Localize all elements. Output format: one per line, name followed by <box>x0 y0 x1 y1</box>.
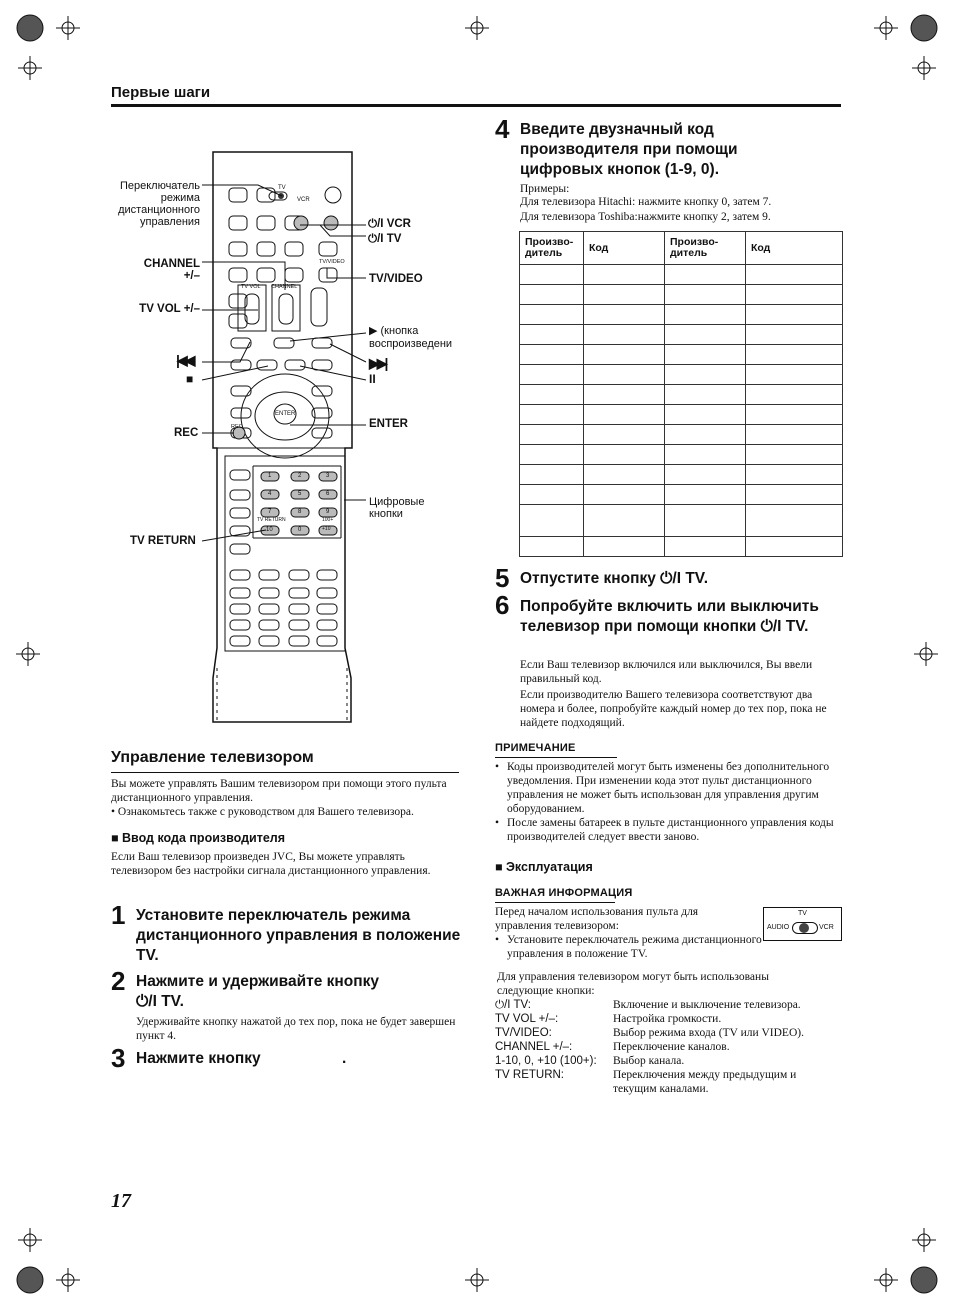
remote-btn-tv: TV <box>278 185 286 191</box>
remote-btn-rec: REC <box>231 424 243 430</box>
remote-btn-vcr: VCR <box>297 197 310 203</box>
digit-10: 10 <box>266 527 273 533</box>
remote-btn-plus10: +10 <box>322 526 331 532</box>
tvreturn-label: TV RETURN <box>130 535 196 547</box>
note-title: ПРИМЕЧАНИЕ <box>495 742 576 754</box>
step-1-text: Установите переключатель режима дистанционного управления в положение TV. <box>136 907 461 964</box>
switch-tv-label: TV <box>798 910 807 917</box>
example-2: Для телевизора Toshiba:нажмите кнопку 2, затем 9. <box>520 211 771 223</box>
step-4-text: Введите двузначный код производителя при помощи цифровых кнопок (1-9, 0). <box>520 121 738 178</box>
digit-6: 6 <box>326 491 330 497</box>
remote-btn-channel: CHANNEL <box>271 284 298 290</box>
note-1: Коды производителей могут быть изменены без дополнительного уведомления. При изменении кода этот пульт дистанционного управления не может быть использован для управления другим оборудованием. <box>507 761 830 815</box>
section-rule <box>111 772 459 773</box>
digit-2: 2 <box>298 473 302 479</box>
mode-switch-figure <box>763 907 842 941</box>
power-icon: ⏻/I <box>495 999 514 1011</box>
op-desc: Переключение каналов. <box>613 1041 730 1053</box>
square-bullet-icon: ■ <box>495 860 507 874</box>
digit-5: 5 <box>298 491 302 497</box>
table-row <box>520 265 843 285</box>
digit-7: 7 <box>268 509 272 515</box>
important-text: Перед началом использования пульта для управления телевизором: <box>495 906 699 932</box>
sub-text: Если Ваш телевизор произведен JVC, Вы можете управлять телевизором без настройки сигнала дистанционного управления. <box>111 851 431 877</box>
digit-9: 9 <box>326 509 330 515</box>
op-desc: Настройка громкости. <box>613 1013 722 1025</box>
section-title: Управление телевизором <box>111 749 314 766</box>
buttons-intro: Для управления телевизором могут быть использованы следующие кнопки: <box>497 971 769 997</box>
remote-btn-tvvideo: TV/VIDEO <box>319 259 345 265</box>
rec-label: REC <box>174 427 199 439</box>
note-2: После замены батареек в пульте дистанционного управления коды производителей следует ввести заново. <box>507 817 834 843</box>
sub-title: Ввод кода производителя <box>122 831 286 845</box>
remote-btn-100: 100+ <box>322 517 334 523</box>
channel-label: CHANNEL +/– <box>143 258 200 282</box>
next-skip-icon: ▶▶| <box>369 355 386 371</box>
table-row <box>520 465 843 485</box>
switch-vcr-label: VCR <box>819 924 834 931</box>
remote-btn-enter: ENTER <box>275 411 296 417</box>
ops-row <box>495 1054 835 1068</box>
op-key: 1-10, 0, +10 (100+): <box>495 1055 597 1067</box>
table-header-row <box>520 232 843 265</box>
remote-btn-tvvol: TV VOL <box>241 284 261 290</box>
remote-btn-tvreturn: TV RETURN <box>257 517 286 523</box>
table-row <box>520 325 843 345</box>
ops-row <box>495 1068 835 1096</box>
ops-row <box>495 998 835 1012</box>
table-row <box>520 385 843 405</box>
pause-icon: II <box>369 372 376 386</box>
op-desc: Включение и выключение телевизора. <box>613 999 801 1011</box>
table-header: Произво-дитель <box>520 232 584 265</box>
table-row <box>520 405 843 425</box>
digit-0: 0 <box>298 527 302 533</box>
operations-table <box>495 998 835 1096</box>
step-6-text2: кнопки <box>703 618 757 635</box>
step-3-text2: . <box>342 1050 347 1067</box>
table-row <box>520 345 843 365</box>
examples-title: Примеры: <box>520 183 570 195</box>
op-desc: Переключения между предыдущим и текущим каналами. <box>613 1069 797 1095</box>
table-row <box>520 285 843 305</box>
important-bullet: Установите переключатель режима дистанционного управления в положение TV. <box>507 934 762 960</box>
table-row <box>520 445 843 465</box>
intro-bullet: Ознакомьтесь также с руководством для Вашего телевизора. <box>117 806 414 818</box>
stop-icon: ■ <box>186 372 194 386</box>
switch-knob <box>799 923 809 933</box>
tvvol-label: TV VOL +/– <box>139 303 200 315</box>
note-rule <box>495 757 617 758</box>
important-rule <box>495 902 615 903</box>
play-icon: ▶ <box>369 325 381 337</box>
step-2-number: 2 <box>111 966 126 996</box>
step-6-number: 6 <box>495 590 510 620</box>
power-icon: ⏻/I <box>368 233 387 245</box>
step-1-number: 1 <box>111 900 126 930</box>
crop-circle <box>911 1267 937 1293</box>
op-desc: Выбор канала. <box>613 1055 685 1067</box>
table-row <box>520 425 843 445</box>
op-key: TV RETURN: <box>495 1069 564 1081</box>
play-label: (кнопка воспроизведени <box>369 325 453 350</box>
step-5-number: 5 <box>495 563 510 593</box>
tv-power-label: TV <box>386 233 402 245</box>
step-3-number: 3 <box>111 1043 126 1073</box>
bullet: • <box>495 761 500 773</box>
step-3-text: Нажмите кнопку <box>136 1050 261 1067</box>
step-6-para-2: Если производителю Вашего телевизора соответствуют два номера и более, попробуйте каждый номер до тех пор, пока не найдете подходящий. <box>520 689 827 729</box>
bullet: • <box>495 817 500 829</box>
table-row <box>520 505 843 537</box>
table-row <box>520 485 843 505</box>
digit-8: 8 <box>298 509 302 515</box>
step-2-text: Нажмите и удерживайте кнопку <box>136 973 379 990</box>
power-icon: ⏻/I <box>760 618 786 635</box>
op-key: CHANNEL +/–: <box>495 1041 573 1053</box>
page-number: 17 <box>111 1190 131 1212</box>
op-title: Эксплуатация <box>506 860 593 874</box>
table-row <box>520 537 843 557</box>
important-title: ВАЖНАЯ ИНФОРМАЦИЯ <box>495 887 633 899</box>
power-icon: ⏻/I <box>660 570 686 587</box>
ops-row <box>495 1040 835 1054</box>
ops-row <box>495 1012 835 1026</box>
op-key: TV: <box>513 999 531 1011</box>
switch-audio-label: AUDIO <box>767 924 790 931</box>
example-1: Для телевизора Hitachi: нажмите кнопку 0, затем 7. <box>520 196 772 208</box>
op-key: TV VOL +/–: <box>495 1013 559 1025</box>
table-row <box>520 305 843 325</box>
step-5-text2: TV. <box>685 570 709 587</box>
digit-4: 4 <box>268 491 272 497</box>
digit-3: 3 <box>326 473 330 479</box>
intro-text: Вы можете управлять Вашим телевизором при помощи этого пульта дистанционного управления. <box>111 778 447 804</box>
enter-label: ENTER <box>369 418 408 430</box>
step-2-note: Удерживайте кнопку нажатой до тех пор, пока не будет завершен пункт 4. <box>136 1016 456 1042</box>
table-header: Произво-дитель <box>665 232 746 265</box>
table-header: Код <box>584 232 665 265</box>
power-icon: ⏻/I <box>136 993 162 1010</box>
step-6-para-1: Если Ваш телевизор включился или выключился, Вы ввели правильный код. <box>520 659 813 685</box>
square-bullet-icon: ■ <box>111 831 123 845</box>
step-6-text: Попробуйте включить или выключить телевизор при помощи <box>520 598 819 635</box>
bullet: • <box>111 806 118 818</box>
section-header: Первые шаги <box>111 84 211 101</box>
crop-circle <box>17 1267 43 1293</box>
bullet: • <box>495 934 500 946</box>
step-6-text3: TV. <box>785 618 809 635</box>
power-icon: ⏻/I <box>368 218 387 230</box>
ops-row <box>495 1026 835 1040</box>
tvvideo-label: TV/VIDEO <box>369 273 423 285</box>
table-row <box>520 365 843 385</box>
mode-switch-label: Переключатель режима дистанционного управления <box>118 180 200 228</box>
op-desc: Выбор режима входа (TV или VIDEO). <box>613 1027 804 1039</box>
digits-label: Цифровые кнопки <box>369 496 425 520</box>
step-5-text: Отпустите кнопку <box>520 570 656 587</box>
step-2-text2: TV. <box>161 993 184 1010</box>
table-header: Код <box>746 232 843 265</box>
vcr-power-label: VCR <box>386 218 411 230</box>
prev-skip-icon: |◀◀ <box>176 352 193 368</box>
step-4-number: 4 <box>495 114 510 144</box>
digit-1: 1 <box>268 473 272 479</box>
codes-table <box>519 231 843 557</box>
op-key: TV/VIDEO: <box>495 1027 552 1039</box>
